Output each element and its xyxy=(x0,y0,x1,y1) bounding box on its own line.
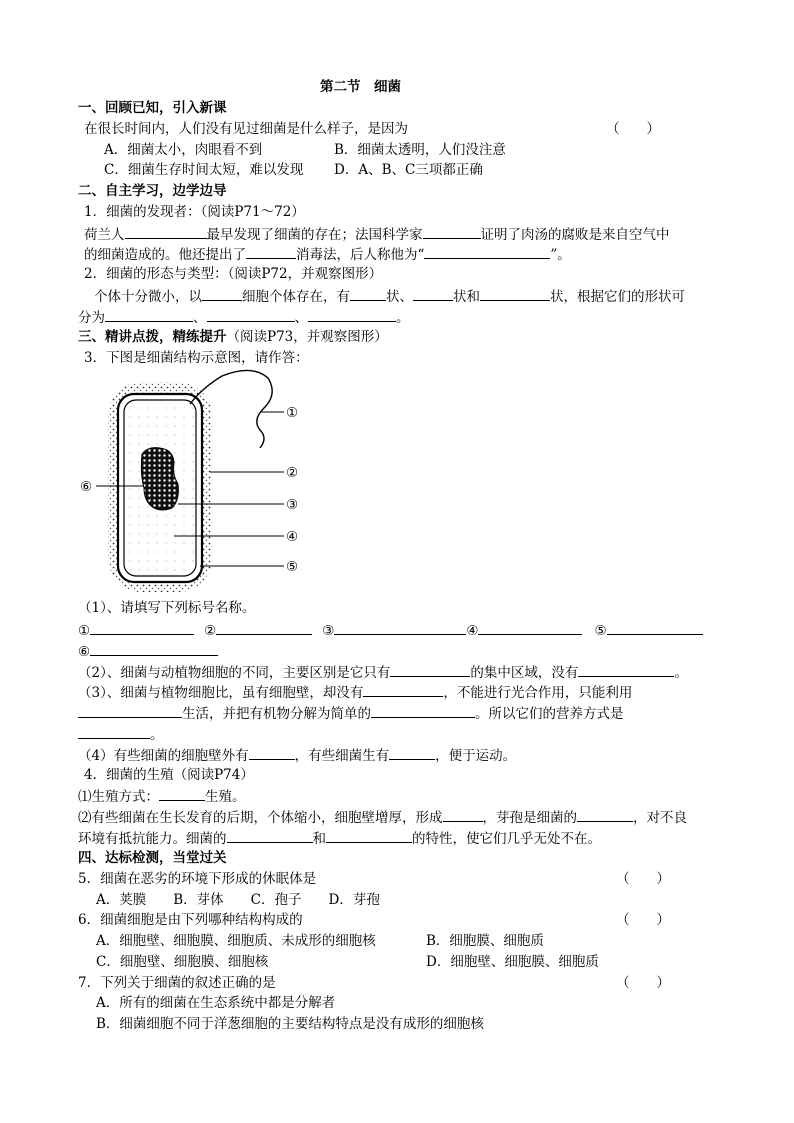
text: 。 xyxy=(396,310,410,326)
text: 。 xyxy=(674,665,688,681)
q6-option-b: B．细胞膜、细胞质 xyxy=(426,933,544,949)
text: （2）、细菌与动植物细胞的不同，主要区别是它只有 xyxy=(78,665,391,681)
name-blanks-row2 xyxy=(78,641,218,661)
item1-label: 1．细菌的发现者：（阅读P71～72） xyxy=(84,204,305,220)
text: ⑴生殖方式： xyxy=(78,789,159,805)
text: 、 xyxy=(193,310,207,326)
shape-line1 xyxy=(94,286,685,306)
section1-heading: 一、回顾已知，引入新课 xyxy=(78,100,227,116)
blank[interactable] xyxy=(350,286,386,301)
text: 分为 xyxy=(78,310,105,326)
blank[interactable] xyxy=(78,703,182,718)
text: （3）、细菌与植物细胞比，虽有细胞壁，却没有 xyxy=(78,685,364,701)
text: ，有些细菌生有 xyxy=(294,748,390,764)
label: ① xyxy=(78,623,91,639)
blank[interactable] xyxy=(105,307,193,322)
q6-text: 6．细菌细胞是由下列哪种结构构成的 xyxy=(78,912,303,928)
blank[interactable] xyxy=(478,620,582,635)
q7-text: 7．下列关于细菌的叙述正确的是 xyxy=(78,975,276,991)
text: 。 xyxy=(150,727,164,743)
text: ，便于运动。 xyxy=(435,748,517,764)
name-blanks-row1 xyxy=(78,620,703,640)
sub1-text: （1）、请填写下列标号名称。 xyxy=(78,600,256,616)
shape-line2 xyxy=(78,307,410,327)
label: ② xyxy=(204,623,217,639)
q1-option-c: C．细菌生存时间太短，难以发现 xyxy=(104,162,304,178)
blank[interactable] xyxy=(363,682,443,697)
blank[interactable] xyxy=(246,244,296,259)
q7-answer-paren: （ ） xyxy=(616,975,670,991)
text: 消毒法，后人称他为“ xyxy=(296,247,425,263)
q1-option-a: A．细菌太小，肉眼看不到 xyxy=(104,142,263,158)
blank[interactable] xyxy=(578,662,674,677)
item4-label: 4．细菌的生殖（阅读P74） xyxy=(84,767,254,783)
blank[interactable] xyxy=(90,641,218,656)
q7-option-a: A．所有的细菌在生态系统中都是分解者 xyxy=(96,995,336,1011)
reproduction-line3 xyxy=(78,828,601,848)
q3-text: 3．下图是细菌结构示意图，请作答： xyxy=(84,350,309,366)
blank[interactable] xyxy=(202,286,242,301)
blank[interactable] xyxy=(326,828,412,843)
text: 证明了肉汤的腐败是来自空气中 xyxy=(480,227,670,243)
label-2: ② xyxy=(286,465,299,481)
blank[interactable] xyxy=(78,724,150,739)
text: ，不能进行光合作用，只能利用 xyxy=(443,685,633,701)
text: 荷兰人 xyxy=(84,227,125,243)
section2-heading: 二、自主学习，边学边导 xyxy=(78,183,227,199)
blank[interactable] xyxy=(480,286,550,301)
nuclear-region-shape xyxy=(141,448,178,510)
blank[interactable] xyxy=(249,745,295,760)
text: 细胞个体存在，有 xyxy=(242,289,350,305)
section3-heading-line xyxy=(78,328,388,346)
label: ⑤ xyxy=(594,623,607,639)
q6-option-d: D．细胞壁、细胞膜、细胞质 xyxy=(426,954,599,970)
text: 、 xyxy=(294,310,308,326)
q6-option-c: C．细胞壁、细胞膜、细胞核 xyxy=(96,954,269,970)
reproduction-line1 xyxy=(78,786,246,806)
text: 状和 xyxy=(453,289,480,305)
sub3-line2 xyxy=(78,703,624,723)
blank[interactable] xyxy=(159,786,205,801)
label: ③ xyxy=(322,623,335,639)
blank[interactable] xyxy=(125,224,207,239)
text: 生殖。 xyxy=(205,789,246,805)
blank[interactable] xyxy=(216,620,312,635)
bacterium-structure-figure xyxy=(82,368,312,600)
blank[interactable] xyxy=(389,745,435,760)
label-1: ① xyxy=(286,405,299,421)
sub2-line xyxy=(78,662,688,682)
q5-answer-paren: （ ） xyxy=(616,871,670,887)
text: 最早发现了细菌的存在；法国科学家 xyxy=(206,227,423,243)
text: 。所以它们的营养方式是 xyxy=(475,706,624,722)
label-4: ④ xyxy=(286,529,299,545)
bacterium-diagram xyxy=(82,368,312,600)
blank[interactable] xyxy=(207,307,295,322)
q1-option-b: B．细菌太透明，人们没注意 xyxy=(334,142,506,158)
reproduction-line2 xyxy=(78,807,687,827)
text: ⑵有些细菌在生长发育的后期，个体缩小，细胞壁增厚，形成 xyxy=(78,810,443,826)
q1-option-d: D．A、B、C三项都正确 xyxy=(334,162,483,178)
text: 状，根据它们的形状可 xyxy=(550,289,685,305)
label-3: ③ xyxy=(286,497,299,513)
q6-option-a: A．细胞壁、细胞膜、细胞质、未成形的细胞核 xyxy=(96,933,376,949)
q5-text: 5．细菌在恶劣的环境下形成的休眠体是 xyxy=(78,871,317,887)
discoverer-line1 xyxy=(84,224,670,244)
item2-label: 2．细菌的形态与类型：（阅读P72，并观察图形） xyxy=(84,266,383,282)
text: 和 xyxy=(312,831,326,847)
blank[interactable] xyxy=(607,620,703,635)
q7-option-b: B．细菌细胞不同于洋葱细胞的主要结构特点是没有成形的细胞核 xyxy=(96,1016,484,1032)
blank[interactable] xyxy=(443,807,483,822)
blank[interactable] xyxy=(334,620,466,635)
blank[interactable] xyxy=(227,828,313,843)
text: 个体十分微小，以 xyxy=(94,289,202,305)
label: ⑥ xyxy=(78,644,91,660)
blank[interactable] xyxy=(390,662,470,677)
sub3-line3 xyxy=(78,724,164,744)
page-title: 第二节 细菌 xyxy=(320,79,401,95)
blank[interactable] xyxy=(90,620,194,635)
text: 环境有抵抗能力。细菌的 xyxy=(78,831,227,847)
label-6: ⑥ xyxy=(80,479,93,495)
text: （4）有些细菌的细胞壁外有 xyxy=(78,748,249,764)
blank[interactable] xyxy=(371,703,475,718)
q1-text: 在很长时间内，人们没有见过细菌是什么样子，是因为 xyxy=(84,121,408,137)
q5-options: A．荚膜 B．芽体 C．孢子 D．芽孢 xyxy=(96,892,380,908)
text: 的细菌造成的。他还提出了 xyxy=(84,247,246,263)
blank[interactable] xyxy=(577,807,633,822)
text: 状、 xyxy=(386,289,413,305)
sub4-line xyxy=(78,745,516,765)
discoverer-line2 xyxy=(84,244,571,264)
text: 的特性，使它们几乎无处不在。 xyxy=(412,831,601,847)
blank[interactable] xyxy=(424,244,550,259)
text: 生活，并把有机物分解为简单的 xyxy=(182,706,371,722)
blank[interactable] xyxy=(413,286,453,301)
label: ④ xyxy=(466,623,479,639)
text: ，对不良 xyxy=(633,810,687,826)
sub3-line1 xyxy=(78,682,632,702)
section3-heading: 三、精讲点拨，精练提升 xyxy=(78,329,227,345)
blank[interactable] xyxy=(423,224,481,239)
section3-note: （阅读P73，并观察图形） xyxy=(226,329,388,345)
section4-heading: 四、达标检测，当堂过关 xyxy=(78,850,227,866)
text: ，芽孢是细菌的 xyxy=(482,810,577,826)
label-5: ⑤ xyxy=(286,559,299,575)
blank[interactable] xyxy=(308,307,396,322)
q1-answer-paren: （ ） xyxy=(606,121,660,137)
text: ”。 xyxy=(550,247,571,263)
text: 的集中区域，没有 xyxy=(470,665,579,681)
q6-answer-paren: （ ） xyxy=(616,912,670,928)
